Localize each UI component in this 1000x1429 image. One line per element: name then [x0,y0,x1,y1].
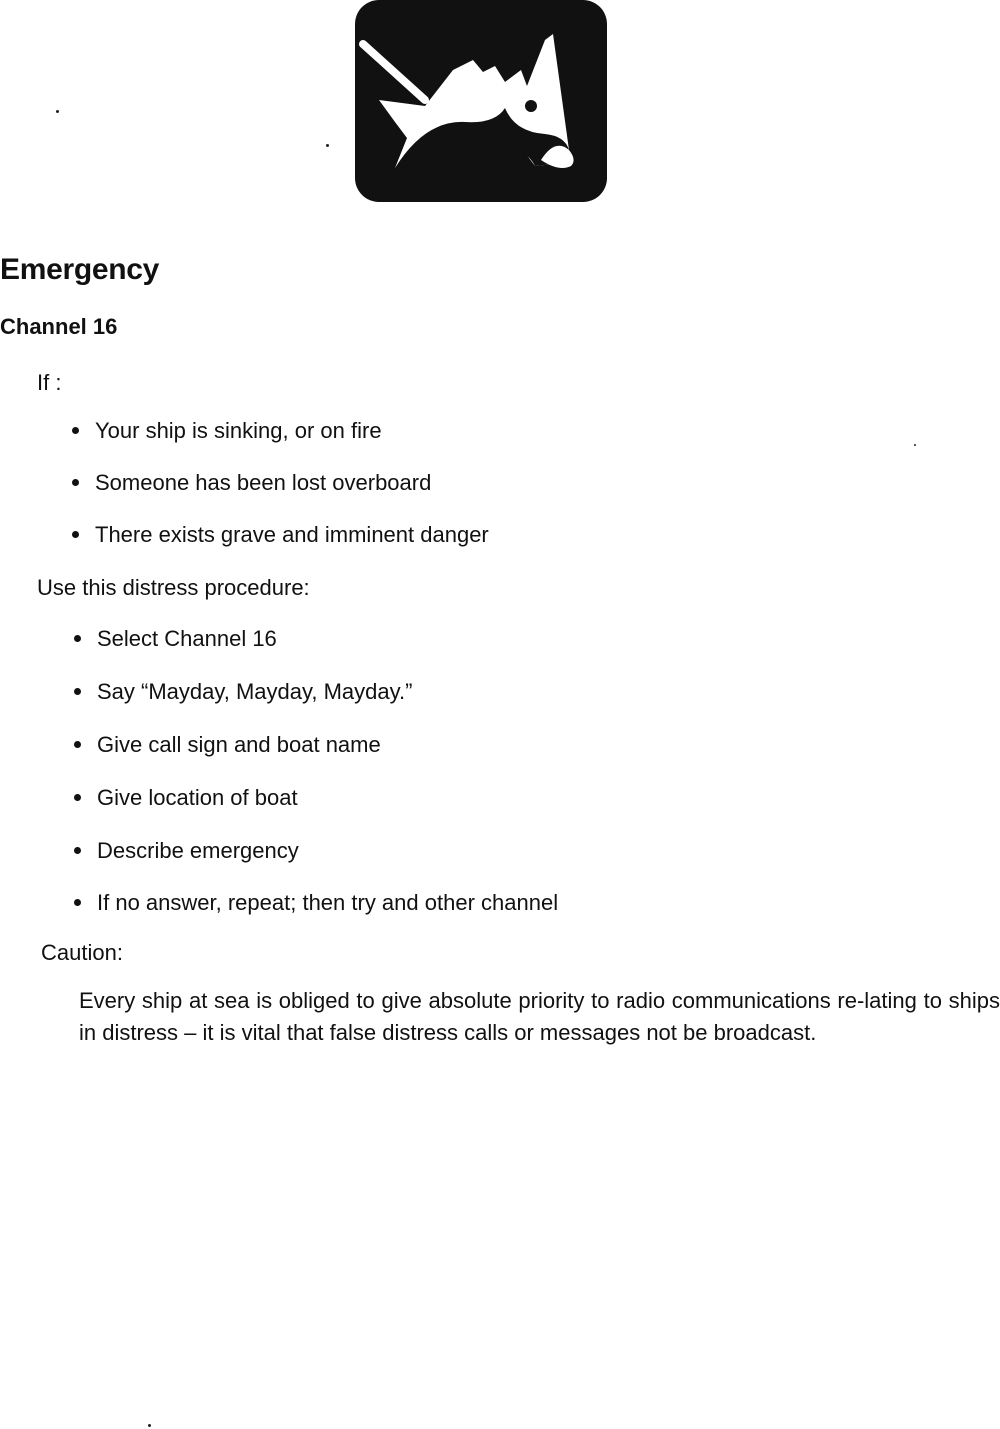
bullet-icon [74,741,81,748]
list-item [74,783,298,813]
list-item [74,730,381,760]
page-title: Emergency [0,253,160,286]
bullet-icon [74,635,81,642]
procedure-steps-list [74,624,774,924]
bullet-icon [74,899,81,906]
scan-speck [914,444,916,446]
scan-speck [148,1424,151,1427]
caution-text: Every ship at sea is obliged to give absolute priority to radio communications re-lating to ships in distress – it is vital that false distress calls or messages not be broadcast. [79,988,1000,1045]
procedure-step-text: Give call sign and boat name [97,732,381,757]
condition-intro: If : [37,370,62,395]
procedure-intro: Use this distress procedure: [37,575,310,600]
condition-text: Someone has been lost overboard [95,470,432,495]
procedure-step-text: Give location of boat [97,785,298,810]
sinking-ship-icon [355,0,607,202]
bullet-icon [74,794,81,801]
list-item [74,888,558,918]
scan-speck [56,110,59,113]
list-item [72,468,431,498]
list-item [74,836,299,866]
bullet-icon [72,531,79,538]
caution-label: Caution: [41,940,123,965]
procedure-step-text: Select Channel 16 [97,626,277,651]
bullet-icon [74,847,81,854]
list-item [74,677,412,707]
condition-text: There exists grave and imminent danger [95,522,489,547]
procedure-step-text: Describe emergency [97,838,299,863]
conditions-list [72,416,672,566]
bullet-icon [72,427,79,434]
scan-speck [326,144,329,147]
bullet-icon [74,688,81,695]
list-item [74,624,277,654]
procedure-step-text: If no answer, repeat; then try and other channel [97,890,559,915]
bullet-icon [72,479,79,486]
condition-text: Your ship is sinking, or on fire [95,418,382,443]
list-item [72,520,489,550]
channel-subtitle: Channel 16 [0,314,118,339]
list-item [72,416,382,446]
procedure-step-text: Say “Mayday, Mayday, Mayday.” [97,679,413,704]
